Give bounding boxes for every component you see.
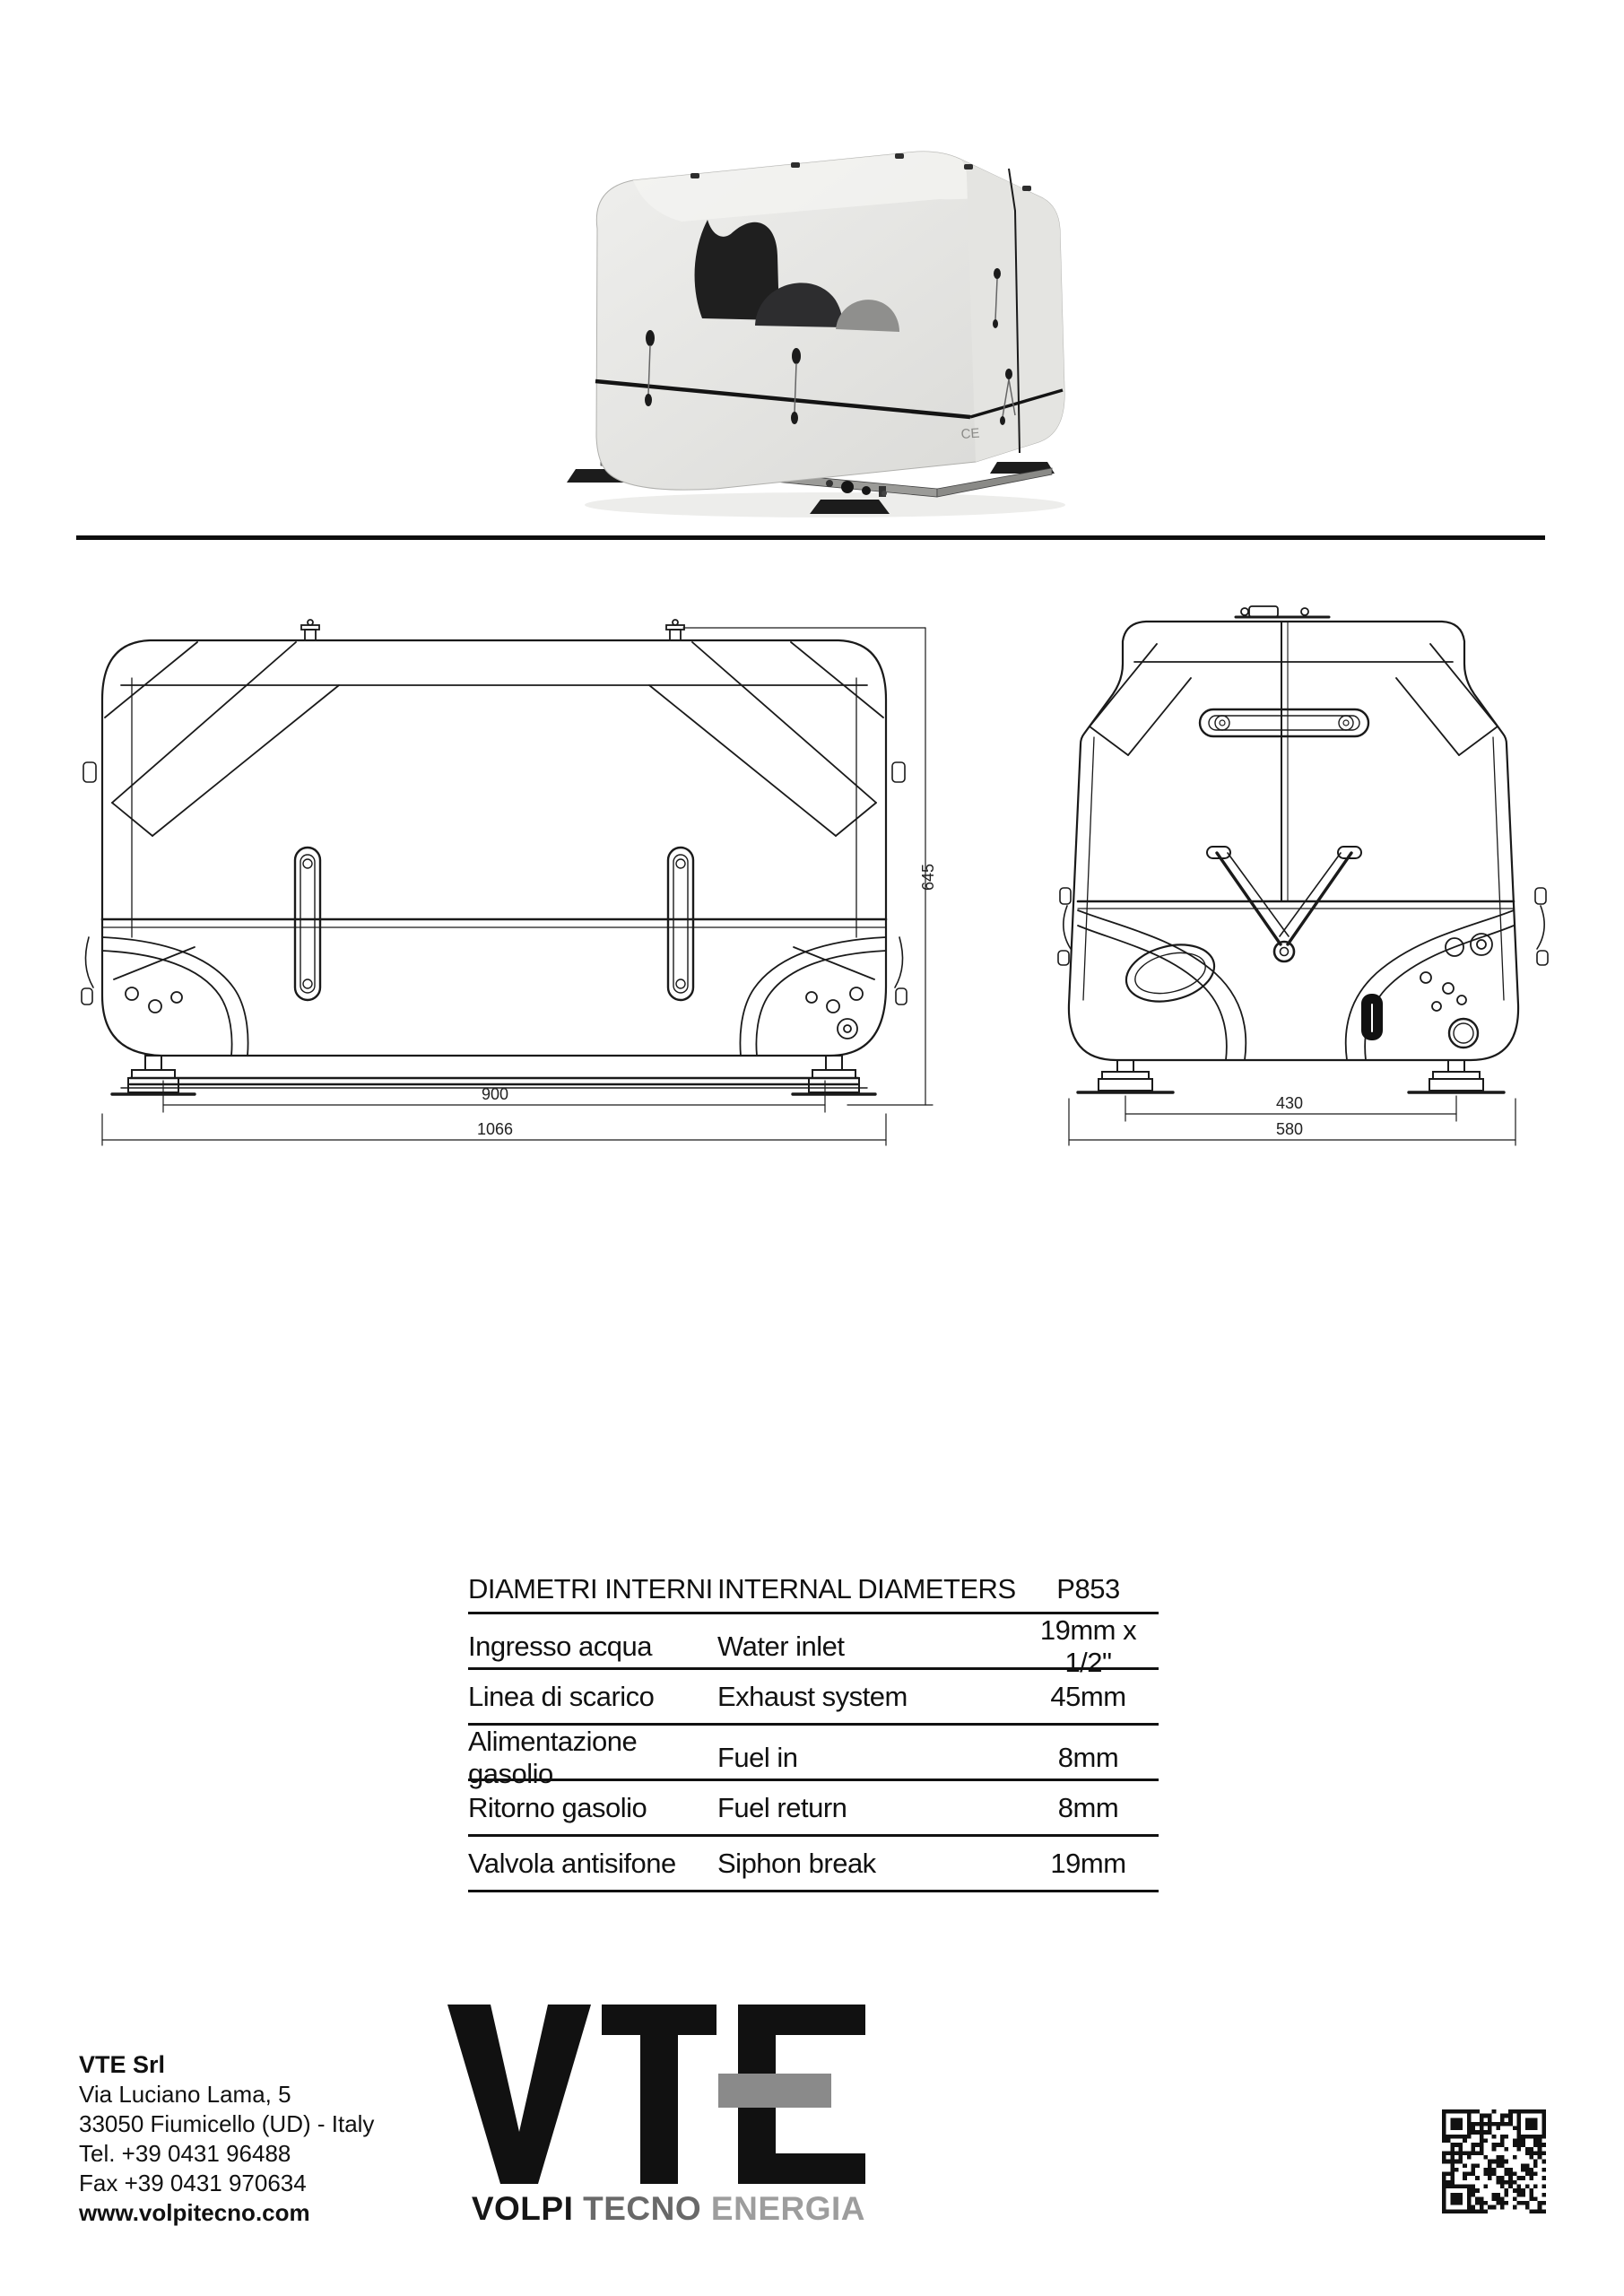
product-photo bbox=[556, 85, 1076, 520]
corner-braces bbox=[1090, 644, 1498, 755]
company-name: VTE Srl bbox=[79, 2051, 166, 2078]
tagline-volpi: VOLPI bbox=[471, 2190, 574, 2227]
ce-mark: CE bbox=[960, 425, 981, 442]
dimension-label-width-inner: 430 bbox=[1275, 1094, 1304, 1112]
left-bracket bbox=[1078, 910, 1246, 1060]
drawing-side-view bbox=[1040, 592, 1569, 1170]
tagline-tecno: TECNO bbox=[583, 2190, 702, 2227]
table-header-english: INTERNAL DIAMETERS bbox=[717, 1573, 1016, 1605]
drain-plug bbox=[1361, 994, 1383, 1040]
v-bracket bbox=[1207, 847, 1361, 961]
table-cell: 19mm bbox=[1050, 1847, 1126, 1879]
table-header-model: P853 bbox=[1056, 1573, 1120, 1605]
dimension-lines bbox=[102, 628, 933, 1145]
table-cell: Exhaust system bbox=[717, 1680, 908, 1712]
company-phone: Tel. +39 0431 96488 bbox=[79, 2140, 291, 2167]
company-info bbox=[79, 2050, 465, 2228]
drawing-front-view bbox=[76, 592, 937, 1170]
dimension-label-width-outer: 1066 bbox=[476, 1120, 514, 1138]
table-cell: 8mm bbox=[1057, 1742, 1119, 1773]
company-fax: Fax +39 0431 970634 bbox=[79, 2170, 307, 2196]
company-address-line2: 33050 Fiumicello (UD) - Italy bbox=[79, 2110, 375, 2137]
table-cell: Fuel return bbox=[717, 1791, 847, 1823]
latch-capsules bbox=[295, 848, 693, 1000]
mounting-feet bbox=[1078, 1060, 1504, 1092]
section-divider bbox=[76, 535, 1545, 540]
table-cell: Alimentazione gasolio bbox=[468, 1726, 638, 1789]
dimension-label-height: 645 bbox=[919, 863, 937, 891]
internal-diameters-table bbox=[468, 1564, 1159, 1892]
dimension-label-width-inner: 900 bbox=[481, 1085, 509, 1103]
table-cell: Ritorno gasolio bbox=[468, 1791, 647, 1823]
table-cell: 8mm bbox=[1057, 1791, 1119, 1823]
table-row bbox=[468, 1726, 1159, 1789]
handle bbox=[1200, 709, 1368, 736]
table-row bbox=[468, 1837, 1159, 1892]
table-row bbox=[468, 1614, 1159, 1678]
company-website: www.volpitecno.com bbox=[79, 2199, 310, 2226]
logo-tagline bbox=[472, 2190, 865, 2227]
lid-bolts bbox=[301, 620, 684, 640]
table-cell: Valvola antisifone bbox=[468, 1847, 676, 1879]
logo-letter-t bbox=[602, 2005, 716, 2184]
tagline-energia: ENERGIA bbox=[710, 2190, 865, 2227]
bottom-brackets bbox=[102, 937, 886, 1056]
top-hardware bbox=[1236, 606, 1329, 617]
qr-code bbox=[1442, 2109, 1546, 2213]
table-cell: Siphon break bbox=[717, 1847, 876, 1879]
table-header-row bbox=[468, 1564, 1159, 1614]
table-cell: Ingresso acqua bbox=[468, 1631, 652, 1662]
table-cell: Water inlet bbox=[717, 1631, 845, 1662]
dimension-label-width-outer: 580 bbox=[1275, 1120, 1304, 1138]
table-header-italian: DIAMETRI INTERNI bbox=[468, 1573, 713, 1605]
side-latches bbox=[82, 762, 907, 1004]
vte-logo-letters bbox=[447, 2005, 865, 2184]
table-cell: Fuel in bbox=[717, 1742, 798, 1773]
vte-logo bbox=[446, 2005, 867, 2229]
logo-letter-v bbox=[447, 2005, 591, 2184]
table-cell: 19mm x 1/2" bbox=[1039, 1614, 1137, 1678]
table-cell: 45mm bbox=[1050, 1680, 1126, 1712]
corner-braces bbox=[105, 642, 883, 836]
company-address-line1: Via Luciano Lama, 5 bbox=[79, 2081, 291, 2108]
logo-accent-bar bbox=[718, 2074, 831, 2108]
table-cell: Linea di scarico bbox=[468, 1680, 655, 1712]
